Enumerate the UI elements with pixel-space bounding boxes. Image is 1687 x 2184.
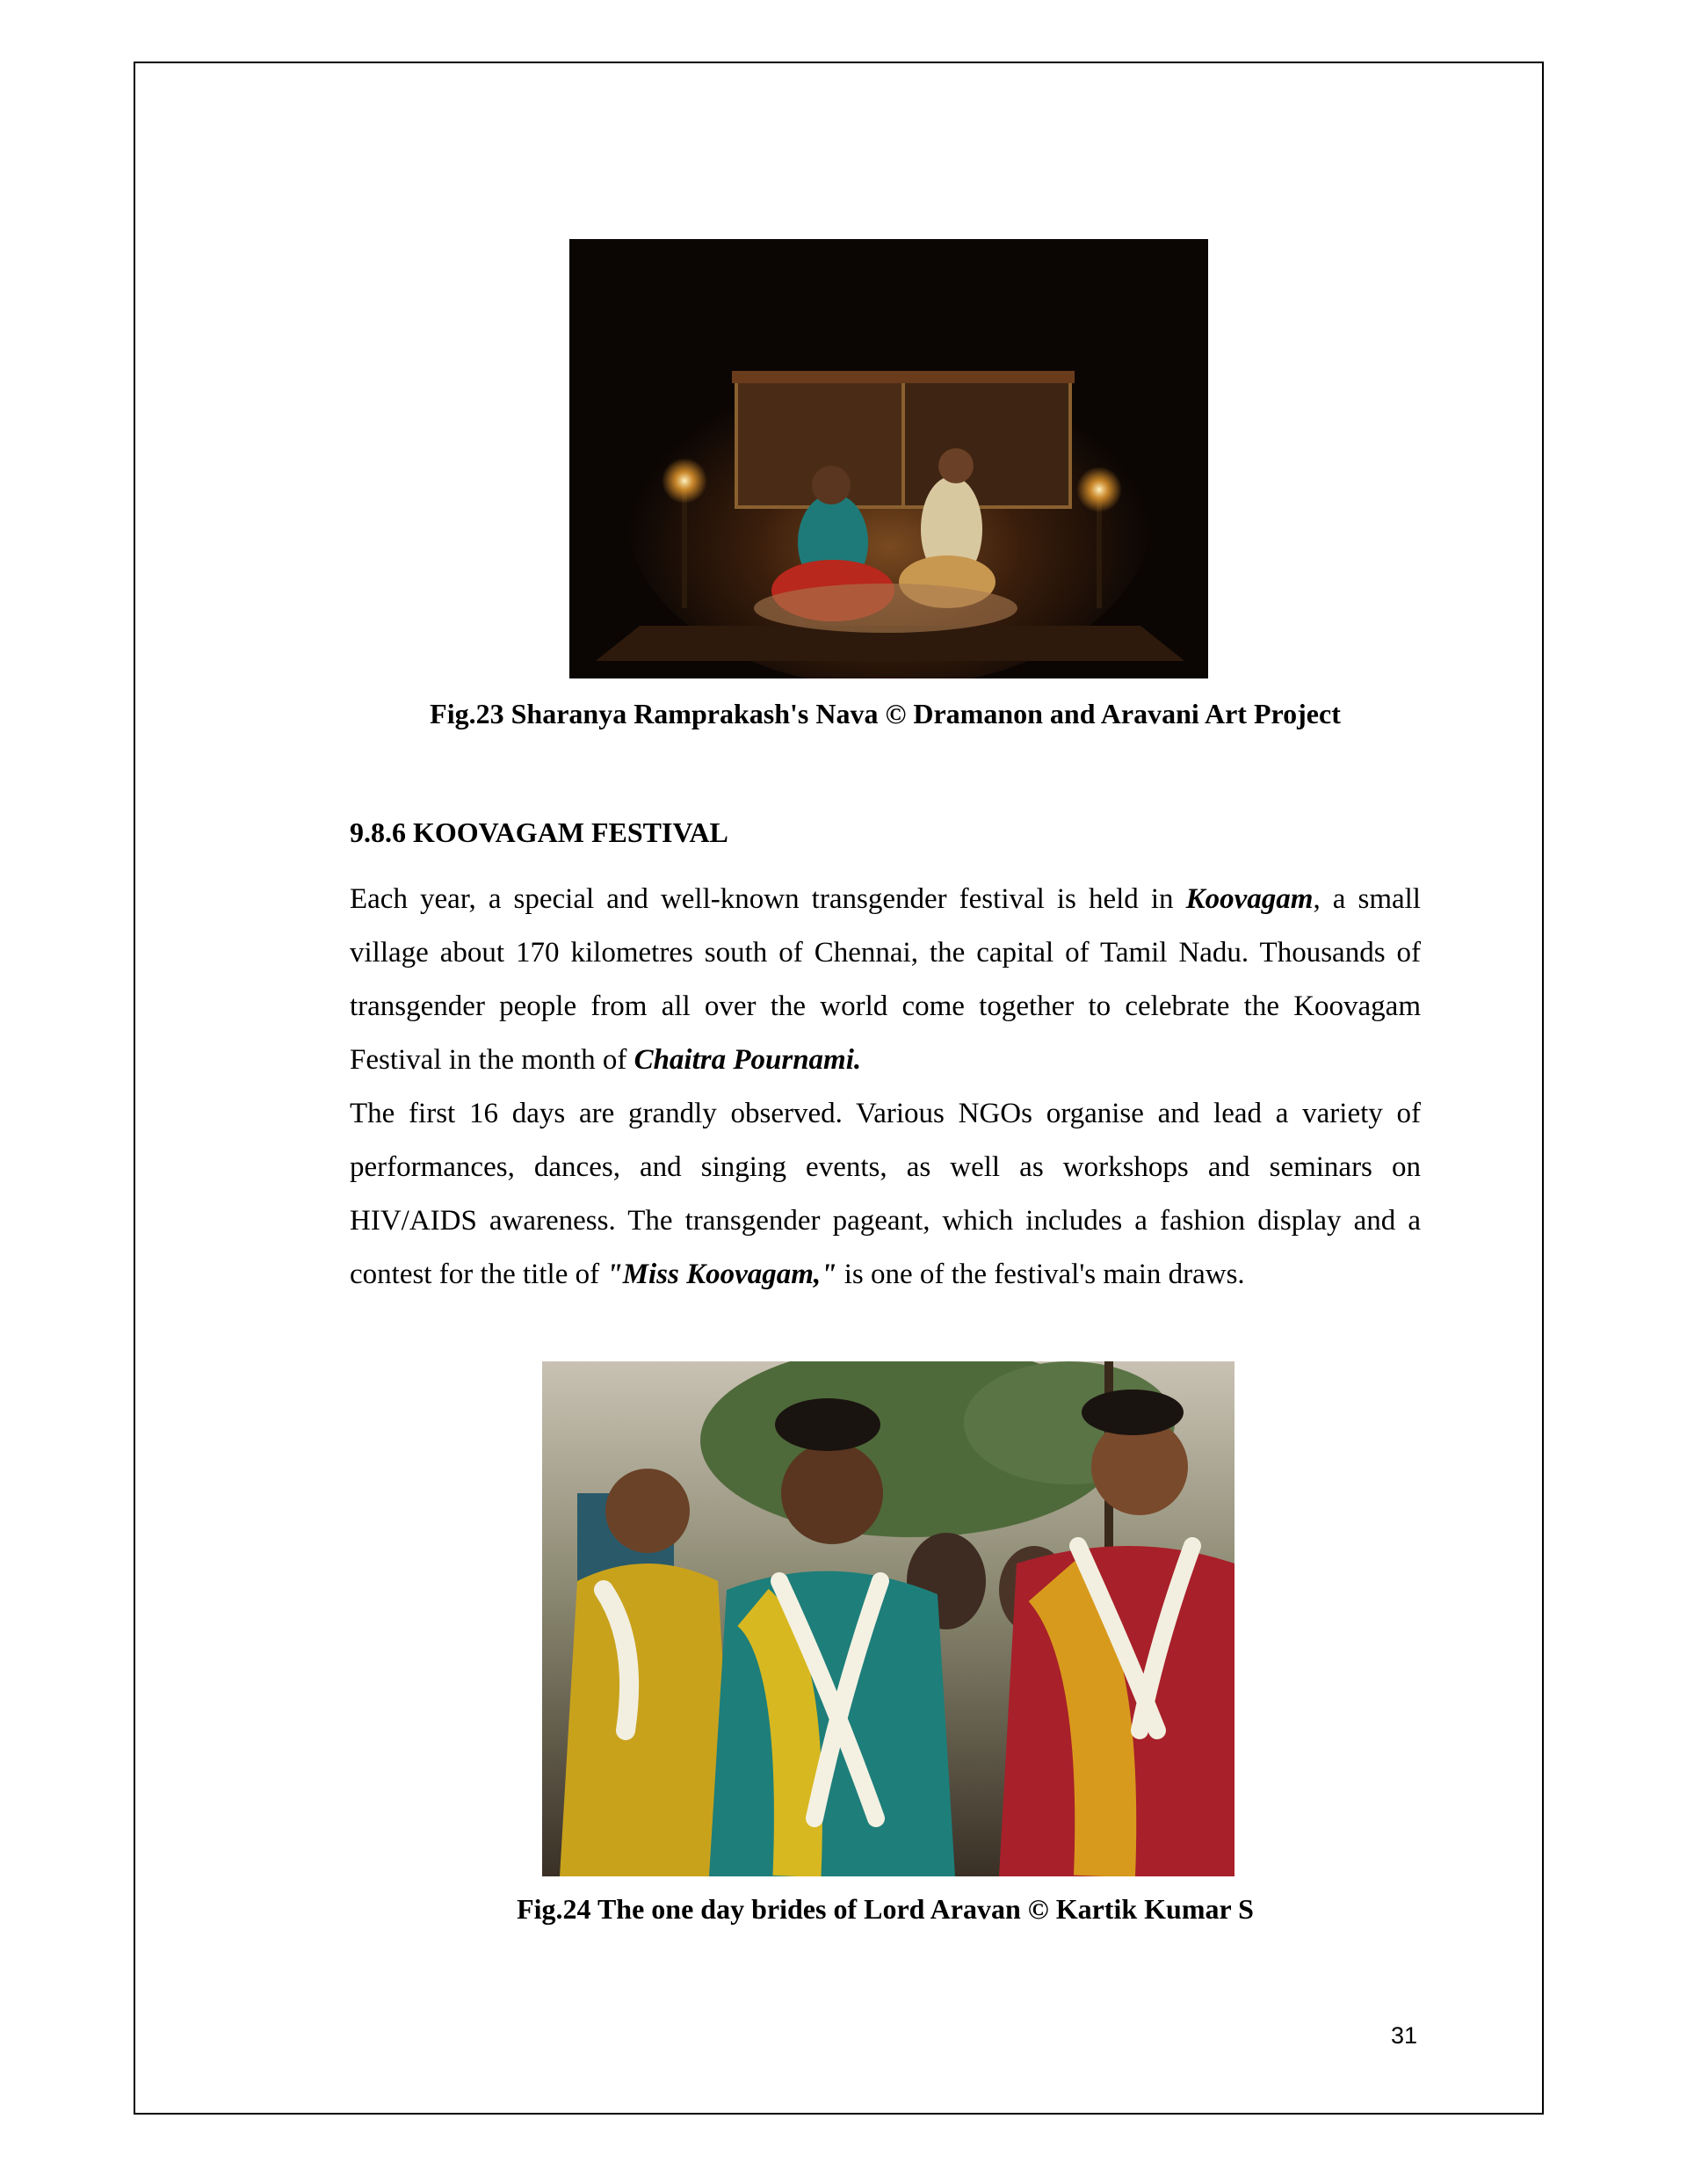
paragraph-2-text-a: The first 16 days are grandly observed. Various NGOs organise and lead a variety of performances, dances, and singing events, as well as workshops and seminars on HIV/AIDS awareness. The transgender pageant, which includes a fashion display and a contest for the title of [350,1098,1421,1290]
section-heading: 9.8.6 KOOVAGAM FESTIVAL [350,816,728,848]
koovagam-emphasis: Koovagam [1185,883,1314,915]
paragraph-1-text-b: , a small village about 170 kilometres south of Chennai, the capital of Tamil Nadu. Thousands of transgender people from all over the world come together to celebrate the Koovagam Festival in the month of [350,883,1421,1076]
page-number: 31 [1391,2022,1418,2049]
paragraph-1-text-a: Each year, a special and well-known transgender festival is held in [350,883,1186,915]
paragraph-1 [350,873,1421,1087]
paragraph-2 [350,1087,1421,1302]
miss-koovagam-emphasis: "Miss Koovagam," [606,1259,837,1290]
fig24-caption: Fig.24 The one day brides of Lord Aravan © Kartik Kumar S [517,1893,1254,1925]
fig24-festival-photo [542,1361,1234,1876]
chaitra-pournami-emphasis: Chaitra Pournami. [634,1044,862,1076]
fig23-caption: Fig.23 Sharanya Ramprakash's Nava © Dramanon and Aravani Art Project [430,698,1341,729]
fig23-stage-photo [569,239,1208,678]
paragraph-2-text-b: is one of the festival's main draws. [836,1259,1245,1290]
